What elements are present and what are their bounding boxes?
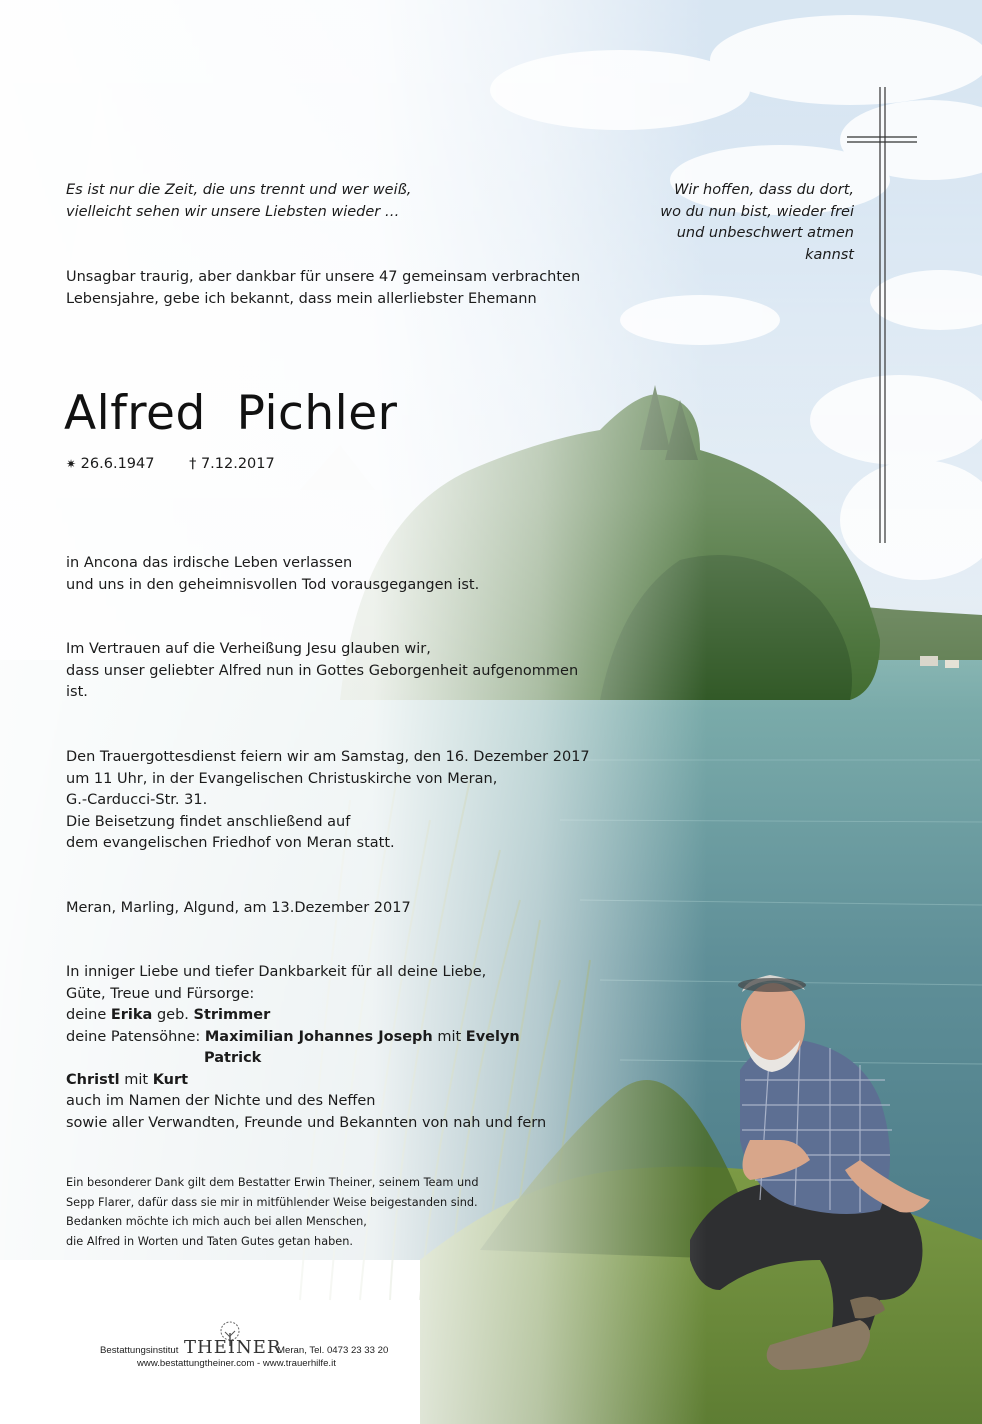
passing-text (66, 553, 479, 596)
birth-icon: ✷ (66, 457, 77, 471)
quote-right (660, 180, 854, 266)
mourners-text (66, 962, 546, 1134)
thanks-line2: Sepp Flarer, dafür dass sie mir in mitfühlender Weise beigestanden sind. (66, 1195, 478, 1209)
quote-right-line2: wo du nun bist, wieder frei (660, 203, 854, 220)
thanks-line4: die Alfred in Worten und Taten Gutes getan haben. (66, 1234, 353, 1248)
mourners-wife: deine Erika geb. Strimmer (66, 1007, 271, 1023)
death-date: 7.12.2017 (200, 456, 275, 472)
birth-date: 26.6.1947 (80, 456, 155, 472)
quote-left-line1: Es ist nur die Zeit, die uns trennt und wer weiß, (66, 182, 412, 198)
wife-maiden-name: Strimmer (193, 1007, 271, 1023)
service-line2: um 11 Uhr, in der Evangelischen Christuskirche von Meran, (66, 770, 498, 787)
mourners-godsons: deine Patensöhne: Maximilian Johannes Joseph mit Evelyn (66, 1028, 520, 1045)
mourners-nieces: auch im Namen der Nichte und des Neffen (66, 1093, 376, 1109)
intro-line2: Lebensjahre, gebe ich bekannt, dass mein allerliebster Ehemann (66, 290, 537, 307)
passing-line1: in Ancona das irdische Leben verlassen (66, 555, 353, 571)
service-text (66, 747, 590, 855)
christl-name: Christl (66, 1071, 120, 1088)
death-icon: † (189, 456, 197, 472)
faith-line3: ist. (66, 684, 88, 700)
godson1-name: Maximilian Johannes Joseph (204, 1028, 433, 1045)
footer-logo: THEINER (184, 1337, 282, 1358)
godson1-partner: Evelyn (465, 1028, 520, 1045)
service-line4: Die Beisetzung findet anschließend auf (66, 813, 351, 830)
kurt-name: Kurt (152, 1071, 189, 1088)
footer-websites: www.bestattungtheiner.com - www.trauerhilfe.it (137, 1358, 336, 1369)
faith-line1: Im Vertrauen auf die Verheißung Jesu glauben wir, (66, 641, 431, 657)
thanks-text (66, 1173, 479, 1251)
service-line3: G.-Carducci-Str. 31. (66, 792, 208, 808)
mourners-relatives: sowie aller Verwandten, Freunde und Bekannten von nah und fern (66, 1114, 547, 1131)
deceased-name: Alfred Pichler (64, 386, 398, 441)
service-line1: Den Trauergottesdienst feiern wir am Samstag, den 16. Dezember 2017 (66, 749, 590, 765)
mourners-line2: Güte, Treue und Fürsorge: (66, 985, 255, 1002)
mourners-line1: In inniger Liebe und tiefer Dankbarkeit für all deine Liebe, (66, 964, 487, 980)
thanks-line1: Ein besonderer Dank gilt dem Bestatter Erwin Theiner, seinem Team und (66, 1176, 479, 1189)
faith-text (66, 639, 578, 704)
life-dates (66, 454, 275, 476)
quote-left-line2: vielleicht sehen wir unsere Liebsten wieder … (66, 203, 400, 220)
wife-name: Erika (110, 1007, 153, 1023)
quote-right-line3: und unbeschwert atmen (676, 225, 854, 241)
quote-right-line1: Wir hoffen, dass du dort, (674, 182, 854, 198)
thanks-line3: Bedanken möchte ich mich auch bei allen Menschen, (66, 1215, 367, 1228)
quote-left (66, 180, 411, 223)
mourners-godson2 (66, 1048, 546, 1070)
mourners-christl: Christl mit Kurt (66, 1071, 189, 1088)
godson2-name: Patrick (204, 1050, 262, 1066)
faith-line2: dass unser geliebter Alfred nun in Gottes Geborgenheit aufgenommen (66, 662, 579, 679)
service-line5: dem evangelischen Friedhof von Meran statt. (66, 835, 395, 851)
footer-institute: Bestattungsinstitut (100, 1345, 179, 1356)
passing-line2: und uns in den geheimnisvollen Tod vorausgegangen ist. (66, 576, 480, 593)
intro-line1: Unsagbar traurig, aber dankbar für unsere 47 gemeinsam verbrachten (66, 269, 581, 285)
quote-right-line4: kannst (805, 246, 854, 263)
intro-text (66, 267, 580, 310)
place-date: Meran, Marling, Algund, am 13.Dezember 2017 (66, 900, 411, 916)
footer-contact: Meran, Tel. 0473 23 33 20 (277, 1345, 389, 1356)
